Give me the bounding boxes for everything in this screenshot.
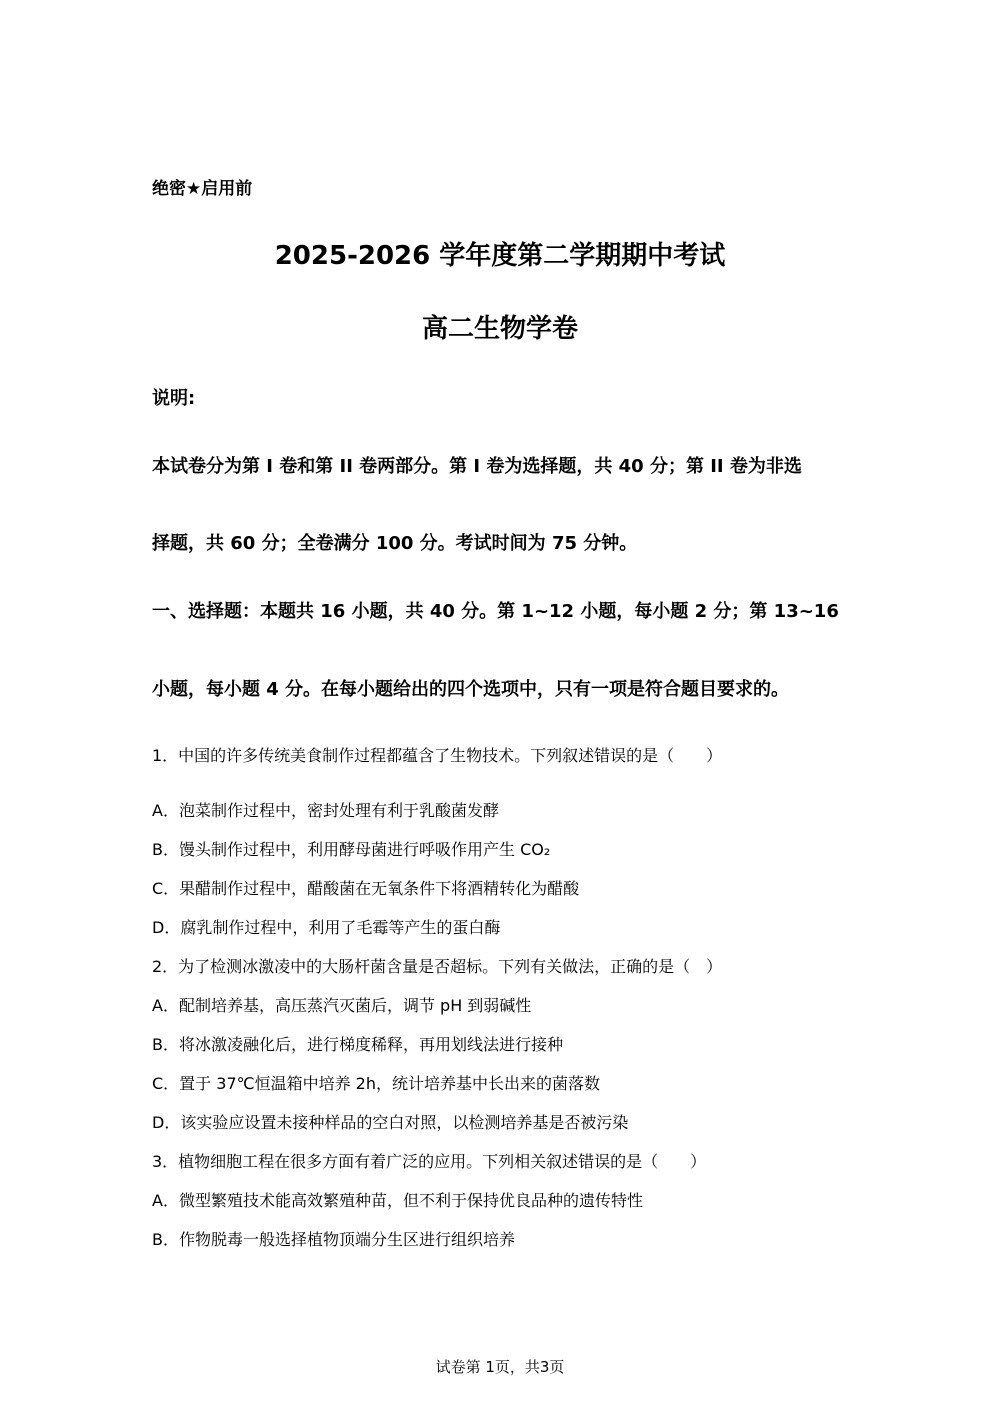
question-1-option-d: D．腐乳制作过程中，利用了毛霉等产生的蛋白酶 [152, 918, 501, 937]
question-3-stem: 3．植物细胞工程在很多方面有着广泛的应用。下列相关叙述错误的是（ ） [152, 1152, 707, 1171]
question-2-option-c: C．置于 37℃恒温箱中培养 2h，统计培养基中长出来的菌落数 [152, 1074, 600, 1093]
question-3-option-a: A．微型繁殖技术能高效繁殖种苗，但不利于保持优良品种的遗传特性 [152, 1191, 643, 1210]
question-1-option-a: A．泡菜制作过程中，密封处理有利于乳酸菌发酵 [152, 801, 499, 820]
question-1-option-c: C．果醋制作过程中，醋酸菌在无氧条件下将酒精转化为醋酸 [152, 879, 580, 898]
exam-subtitle: 高二生物学卷 [421, 314, 578, 344]
question-1-option-b: B．馒头制作过程中，利用酵母菌进行呼吸作用产生 CO₂ [152, 840, 551, 859]
instructions-line-1: 本试卷分为第 I 卷和第 II 卷两部分。第 I 卷为选择题，共 40 分；第 II 卷为非选 [152, 456, 802, 477]
instructions-line-2: 择题，共 60 分；全卷满分 100 分。考试时间为 75 分钟。 [152, 533, 638, 554]
secret-label: 绝密★启用前 [152, 179, 253, 199]
section-heading-line-1: 一、选择题：本题共 16 小题，共 40 分。第 1~12 小题，每小题 2 分；第 13~16 [152, 601, 839, 622]
section-heading-line-2: 小题，每小题 4 分。在每小题给出的四个选项中，只有一项是符合题目要求的。 [152, 679, 790, 700]
question-2-option-a: A．配制培养基，高压蒸汽灭菌后，调节 pH 到弱碱性 [152, 996, 532, 1015]
exam-title: 2025-2026 学年度第二学期期中考试 [274, 241, 726, 271]
question-2-option-d: D．该实验应设置未接种样品的空白对照，以检测培养基是否被污染 [152, 1113, 629, 1132]
instructions-label: 说明: [152, 388, 196, 409]
question-2-option-b: B．将冰激凌融化后，进行梯度稀释，再用划线法进行接种 [152, 1035, 563, 1054]
question-2-stem: 2．为了检测冰激凌中的大肠杆菌含量是否超标。下列有关做法，正确的是（ ） [152, 957, 723, 976]
page-footer: 试卷第 1页，共3页 [435, 1358, 565, 1376]
question-1-stem: 1．中国的许多传统美食制作过程都蕴含了生物技术。下列叙述错误的是（ ） [152, 746, 723, 765]
question-3-option-b: B．作物脱毒一般选择植物顶端分生区进行组织培养 [152, 1230, 515, 1249]
